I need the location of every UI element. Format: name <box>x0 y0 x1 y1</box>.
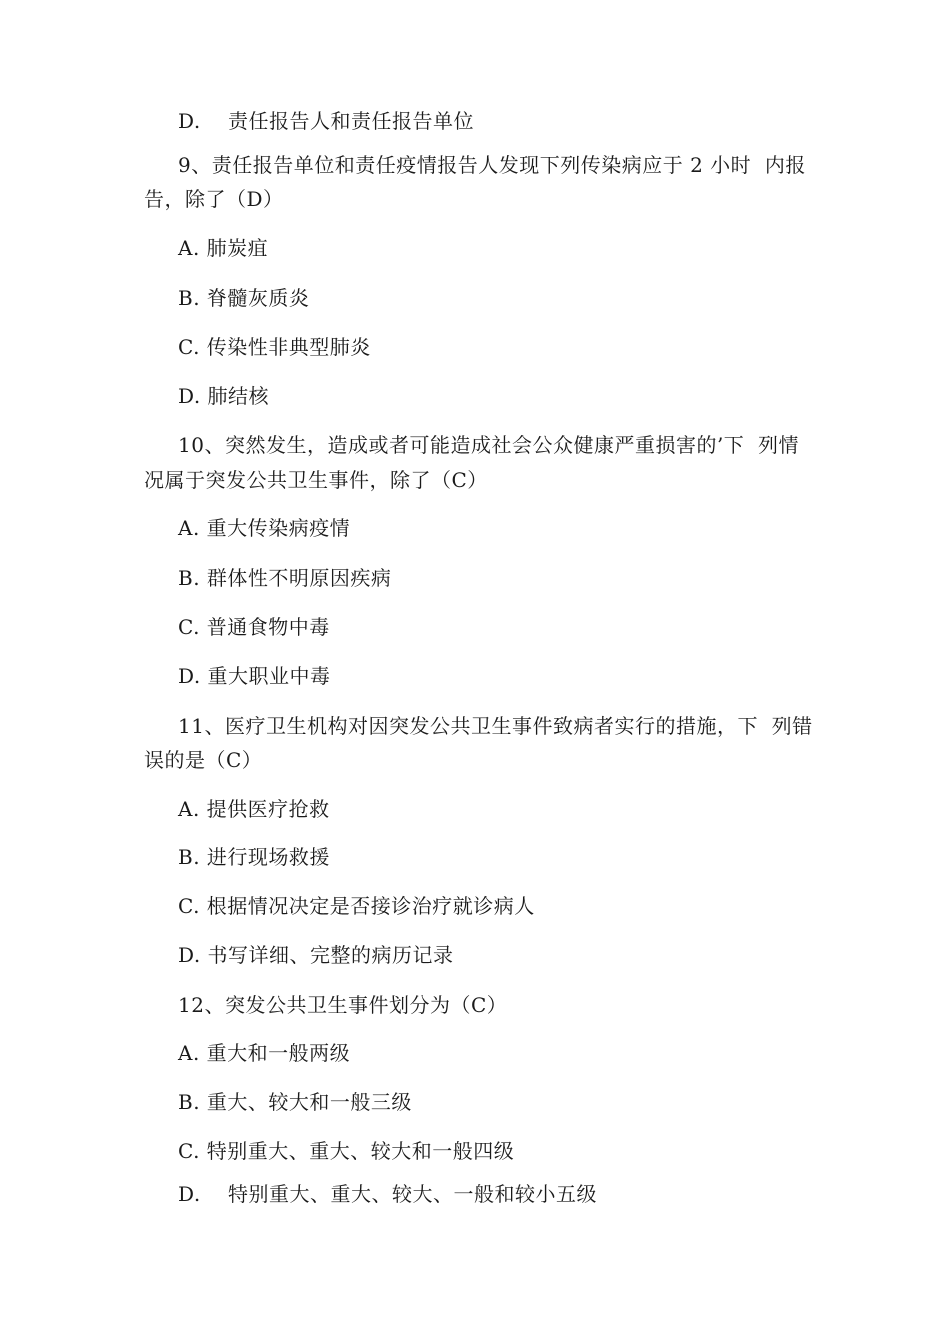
question-9-option-a: A. 肺炭疽 <box>178 236 269 260</box>
question-12-option-b: B. 重大、较大和一般三级 <box>178 1090 412 1114</box>
question-9-text-cont: 告，除了（D） <box>144 187 284 211</box>
question-9-text: 9、责任报告单位和责任疫情报告人发现下列传染病应于 2 小时 内报 <box>178 153 806 177</box>
question-9-option-b: B. 脊髓灰质炎 <box>178 286 310 310</box>
question-10-option-b: B. 群体性不明原因疾病 <box>178 566 392 590</box>
question-10-text-cont: 况属于突发公共卫生事件，除了（C） <box>144 468 488 492</box>
question-9-option-d: D. 肺结核 <box>178 384 270 408</box>
question-10-option-c: C. 普通食物中毒 <box>178 615 330 639</box>
question-12-option-d: D. 特别重大、重大、较大、一般和较小五级 <box>178 1182 598 1206</box>
question-12-text: 12、突发公共卫生事件划分为（C） <box>178 993 508 1017</box>
question-11-option-d: D. 书写详细、完整的病历记录 <box>178 943 454 967</box>
question-11-text: 11、医疗卫生机构对因突发公共卫生事件致病者实行的措施，下 列错 <box>178 714 813 738</box>
question-11-text-cont: 误的是（C） <box>144 748 263 772</box>
question-11-option-a: A. 提供医疗抢救 <box>178 797 330 821</box>
question-11-option-b: B. 进行现场救援 <box>178 845 330 869</box>
option-d-prev: D. 责任报告人和责任报告单位 <box>178 109 475 133</box>
question-11-option-c: C. 根据情况决定是否接诊治疗就诊病人 <box>178 894 535 918</box>
question-10-option-d: D. 重大职业中毒 <box>178 664 331 688</box>
question-12-option-c: C. 特别重大、重大、较大和一般四级 <box>178 1139 515 1163</box>
question-12-option-a: A. 重大和一般两级 <box>178 1041 351 1065</box>
question-10-text: 10、突然发生，造成或者可能造成社会公众健康严重损害的’下 列情 <box>178 433 800 457</box>
question-10-option-a: A. 重大传染病疫情 <box>178 516 351 540</box>
question-9-option-c: C. 传染性非典型肺炎 <box>178 335 371 359</box>
